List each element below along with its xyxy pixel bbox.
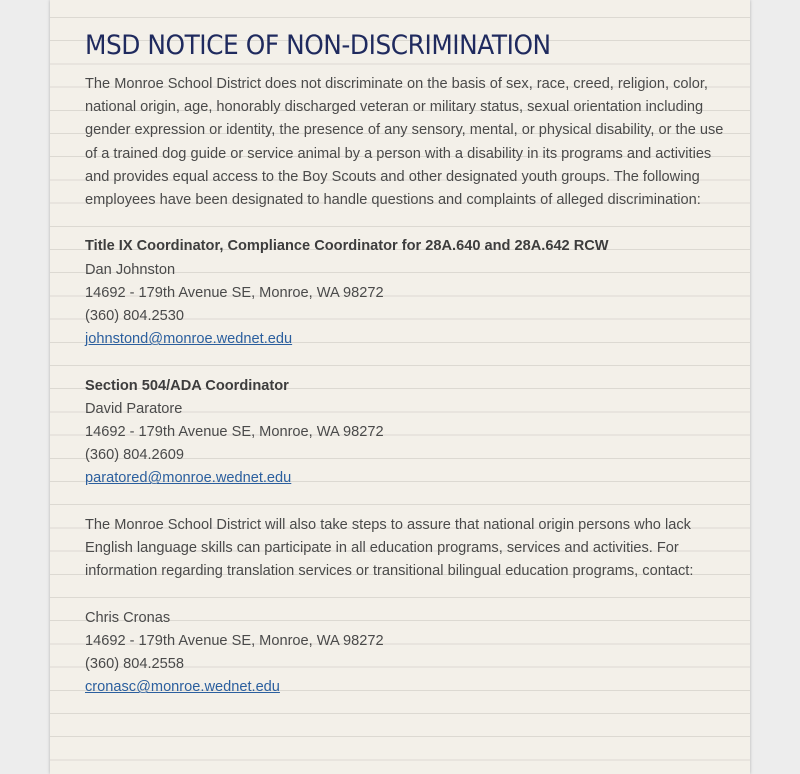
contact-email-link[interactable]: johnstond@monroe.wednet.edu [85, 331, 293, 348]
language-paragraph: The Monroe School District will also take steps to assure that national origin persons who lack English language skills can participate in all education programs, services and activities. For information regarding translation services or transitional bilingual education programs, contact: [85, 516, 694, 580]
contact-title-ix [85, 235, 725, 351]
page-title: MSD NOTICE OF NON-DISCRIMINATION [85, 30, 551, 61]
contact-name: Dan Johnston [85, 261, 176, 278]
contact-role: Section 504/ADA Coordinator [85, 377, 289, 394]
contact-phone: (360) 804.2609 [85, 447, 184, 464]
contact-email-link[interactable]: cronasc@monroe.wednet.edu [85, 679, 280, 696]
contact-address: 14692 - 179th Avenue SE, Monroe, WA 98272 [85, 284, 384, 301]
intro-paragraph: The Monroe School District does not discriminate on the basis of sex, race, creed, religion, color, national origin, age, honorably discharged veteran or military status, sexual orientation including gender expression or identity, the presence of any sensory, mental, or physical disability, or the use of a trained dog guide or service animal by a person with a disability in its programs and activities and provides equal access to the Boy Scouts and other designated youth groups. The following employees have been designated to handle questions and complaints of alleged discrimination: [85, 76, 724, 209]
notice-content [85, 28, 725, 699]
contact-phone: (360) 804.2558 [85, 656, 184, 673]
contact-name: Chris Cronas [85, 609, 171, 626]
notice-paper [50, 0, 750, 774]
contact-role: Title IX Coordinator, Compliance Coordinator for 28A.640 and 28A.642 RCW [85, 238, 609, 255]
contact-address: 14692 - 179th Avenue SE, Monroe, WA 98272 [85, 632, 384, 649]
contact-section-504 [85, 375, 725, 491]
contact-name: David Paratore [85, 400, 183, 417]
contact-address: 14692 - 179th Avenue SE, Monroe, WA 98272 [85, 424, 384, 441]
contact-phone: (360) 804.2530 [85, 308, 184, 325]
contact-language-services [85, 607, 725, 700]
contact-email-link[interactable]: paratored@monroe.wednet.edu [85, 470, 292, 487]
